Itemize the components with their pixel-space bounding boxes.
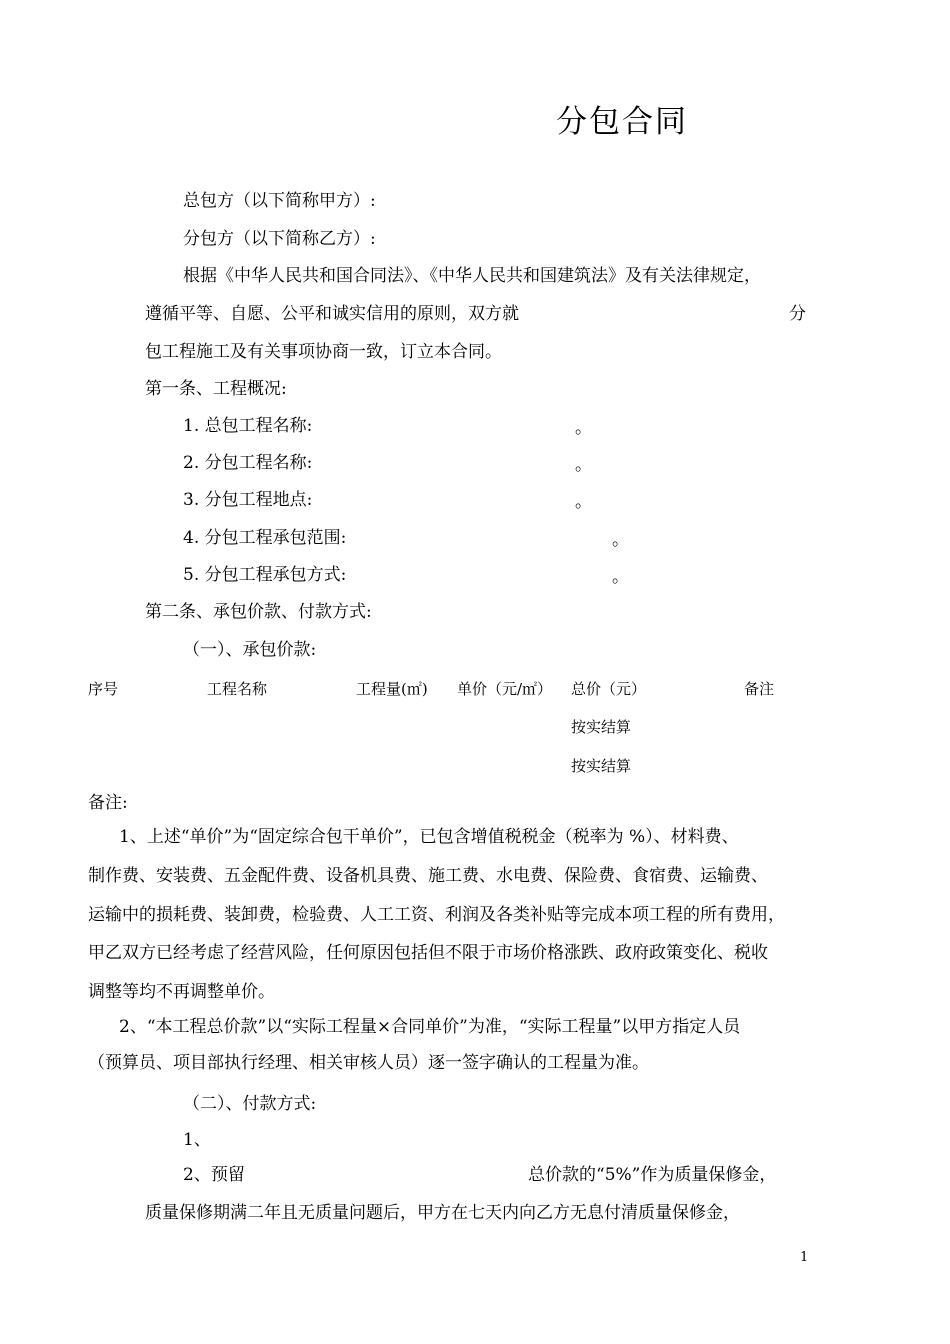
price-subheading: （一）、承包价款: — [183, 640, 317, 660]
note-1-line: 甲乙双方已经考虑了经营风险，任何原因包括但不限于市场价格涨跌、政府政策变化、税收 — [88, 943, 768, 963]
article-1-item-label: 3. 分包工程地点: — [183, 490, 313, 510]
preamble-line-2-end: 分 — [789, 304, 806, 324]
note-1-line: 制作费、安装费、五金配件费、设备机具费、施工费、水电费、保险费、食宿费、运输费、 — [88, 866, 768, 886]
note-1-line: 调整等均不再调整单价。 — [88, 982, 275, 1002]
note-1-line: 1、上述“单价”为“固定综合包干单价”，已包含增值税税金（税率为 %）、材料费、 — [119, 827, 739, 847]
payment-subheading: （二）、付款方式: — [183, 1094, 317, 1114]
party-subcontractor: 分包方（以下简称乙方）: — [183, 229, 376, 249]
article-1-item-label: 1. 总包工程名称: — [183, 416, 313, 436]
article-1-item-label: 4. 分包工程承包范围: — [183, 528, 347, 548]
payment-item-2-start: 2、预留 — [183, 1165, 245, 1185]
page-number: 1 — [800, 1250, 809, 1265]
article-1-item-end: 。 — [612, 530, 629, 550]
party-general-contractor: 总包方（以下简称甲方）: — [183, 191, 376, 211]
preamble-line-3: 包工程施工及有关事项协商一致，订立本合同。 — [145, 342, 502, 362]
payment-item-1: 1、 — [183, 1130, 211, 1150]
preamble-line-2: 遵循平等、自愿、公平和诚实信用的原则，双方就 — [145, 304, 519, 324]
note-1-line: 运输中的损耗费、装卸费，检验费、人工工资、利润及各类补贴等完成本项工程的所有费用， — [88, 905, 785, 925]
table-header-remarks: 备注 — [744, 680, 775, 698]
article-1-item-end: 。 — [612, 567, 629, 587]
note-2-line: 2、“本工程总价款”以“实际工程量×合同单价”为准，“实际工程量”以甲方指定人员 — [119, 1017, 741, 1037]
article-1-item-label: 5. 分包工程承包方式: — [183, 565, 347, 585]
table-header-index: 序号 — [88, 680, 119, 698]
table-header-quantity: 工程量(㎡) — [356, 680, 428, 698]
table-row-total: 按实结算 — [571, 718, 632, 736]
table-header-unit-price: 单价（元/㎡） — [457, 680, 553, 698]
article-1-item-end: 。 — [575, 455, 592, 475]
table-row-total: 按实结算 — [571, 757, 632, 775]
article-1-item-label: 2. 分包工程名称: — [183, 453, 313, 473]
page-title: 分包合同 — [556, 104, 688, 140]
article-1-item-end: 。 — [575, 418, 592, 438]
payment-item-2-end: 总价款的“5%”作为质量保修金， — [528, 1165, 777, 1185]
preamble-line-1: 根据《中华人民共和国合同法》、《中华人民共和国建筑法》及有关法律规定， — [183, 266, 761, 286]
note-2-line: （预算员、项目部执行经理、相关审核人员）逐一签字确认的工程量为准。 — [88, 1053, 649, 1073]
table-header-name: 工程名称 — [207, 680, 268, 698]
table-header-total: 总价（元） — [571, 680, 647, 698]
payment-item-2-continued: 质量保修期满二年且无质量问题后，甲方在七天内向乙方无息付清质量保修金， — [145, 1203, 740, 1223]
article-1-item-end: 。 — [575, 492, 592, 512]
notes-heading: 备注: — [88, 793, 128, 813]
article-2-heading: 第二条、承包价款、付款方式: — [145, 602, 372, 622]
article-1-heading: 第一条、工程概况: — [145, 379, 287, 399]
